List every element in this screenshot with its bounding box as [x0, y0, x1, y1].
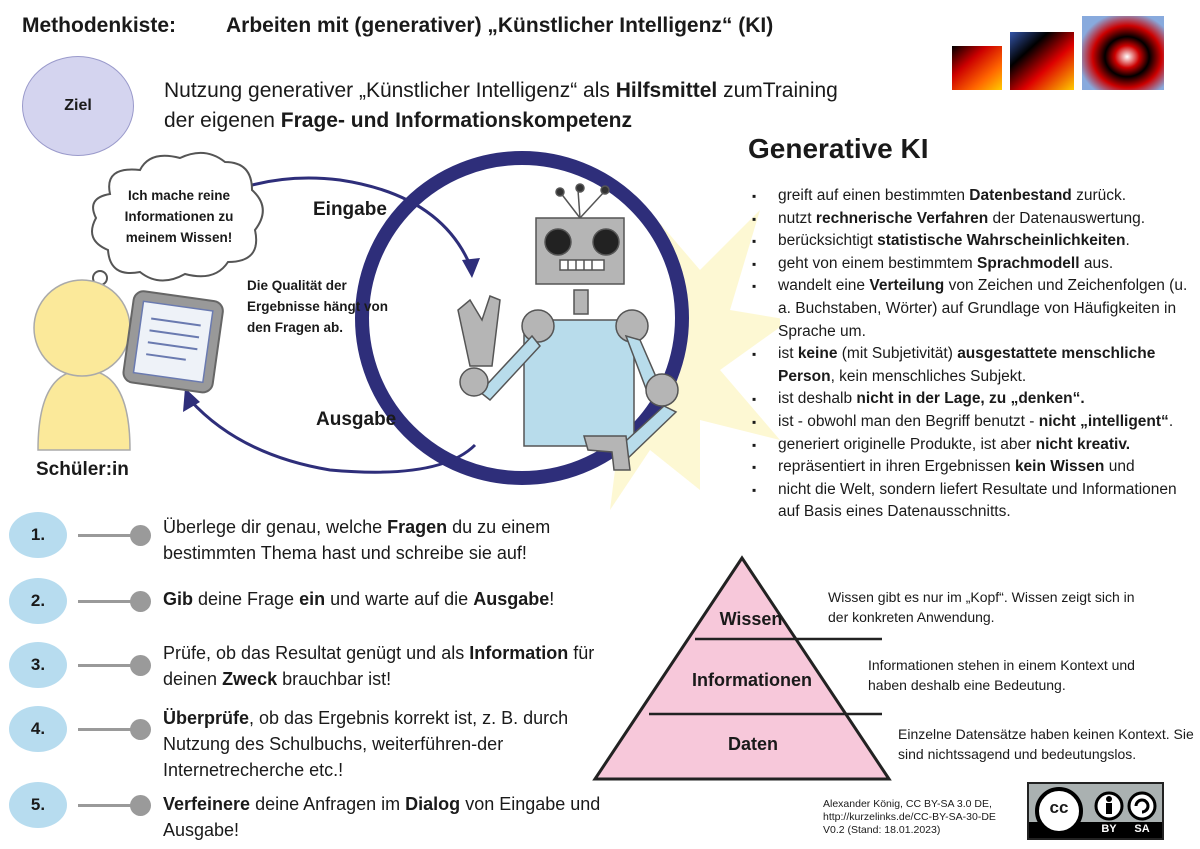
list-item: ▪ nicht die Welt, sondern liefert Resultate und Informationen auf Basis eines Datenausschnitts. — [752, 479, 1197, 524]
step-text-part: , ob das Ergebnis korrekt ist, z. B. durch Nutzung des Schulbuchs, weiterführen-der Internetrecherche etc.! — [163, 708, 569, 780]
step-connector — [78, 804, 136, 807]
goal-text: Nutzung generativer „Künstlicher Intelligenz“ als Hilfsmittel zumTraining der eigenen Frage- und Informationskompetenz — [164, 79, 838, 132]
list-item: ▪ ist keine (mit Subjetivität) ausgestattete menschliche Person, kein menschliches Subjekt. — [752, 343, 1197, 388]
step-text — [163, 640, 613, 692]
step-text-part: Gib — [163, 589, 193, 609]
pyramid-desc-informationen: Informationen stehen in einem Kontext und haben deshalb eine Bedeutung. — [868, 657, 1135, 693]
step-text-part: Überlege dir genau, welche — [163, 517, 388, 537]
step-number: 4. — [9, 706, 67, 752]
step-text-part: Verfeinere — [163, 794, 251, 814]
thought-text: Ich mache reine Informationen zu meinem Wissen! — [124, 188, 234, 245]
list-item: ▪ ist deshalb nicht in der Lage, zu „denken“. — [752, 388, 1197, 411]
student-label: Schüler:in — [36, 459, 129, 480]
step-connector — [78, 664, 136, 667]
pyramid-level-daten: Daten — [727, 734, 778, 754]
step-text — [163, 514, 613, 566]
step-dot — [130, 655, 151, 676]
footer-credit: Alexander König, CC BY-SA 3.0 DE, http://kurzelinks.de/CC-BY-SA-30-DE V0.2 (Stand: 18.01.2023) — [823, 798, 996, 836]
step-dot — [130, 591, 151, 612]
step-text-part: ! — [549, 589, 555, 609]
step-text-part: brauchbar ist! — [277, 669, 392, 689]
step-text-part: und warte auf die — [325, 589, 474, 609]
by-label: BY — [1101, 823, 1117, 835]
step-text-part: ein — [299, 589, 326, 609]
step-connector — [78, 728, 136, 731]
step-text-part: Dialog — [405, 794, 461, 814]
goal-badge: Ziel — [22, 56, 134, 156]
cc-license-badge — [1027, 782, 1164, 840]
tablet-icon — [122, 290, 224, 394]
sa-label: SA — [1134, 823, 1150, 835]
list-item: ▪ nutzt rechnerische Verfahren der Datenauswertung. — [752, 208, 1197, 231]
step-text-part: Ausgabe — [473, 589, 550, 609]
step-text-part: Fragen — [387, 517, 448, 537]
logo-graphic — [952, 14, 1166, 92]
student-figure — [34, 280, 130, 450]
step-text-part: für deinen — [163, 643, 595, 689]
step-dot — [130, 719, 151, 740]
step-text-part: du zu einem bestimmten Thema hast und schreibe sie auf! — [163, 517, 551, 563]
list-item: ▪ berücksichtigt statistische Wahrscheinlichkeiten. — [752, 230, 1197, 253]
step-text-part: Zweck — [222, 669, 278, 689]
input-label: Eingabe — [313, 199, 387, 220]
list-item: ▪ wandelt eine Verteilung von Zeichen und Zeichenfolgen (u. a. Buchstaben, Wörter) auf Grundlage von Häufigkeiten in Sprache um. — [752, 275, 1197, 343]
list-item: ▪ ist - obwohl man den Begriff benutzt - nicht „intelligent“. — [752, 411, 1197, 434]
step-text — [163, 586, 613, 612]
cc-label: cc — [1049, 798, 1069, 817]
pyramid-level-wissen: Wissen — [719, 609, 783, 629]
output-label: Ausgabe — [316, 409, 397, 430]
step-text-part: Überprüfe — [163, 708, 250, 728]
list-item: ▪ greift auf einen bestimmten Datenbestand zurück. — [752, 185, 1197, 208]
step-dot — [130, 795, 151, 816]
list-item: ▪ generiert originelle Produkte, ist aber nicht kreativ. — [752, 434, 1197, 457]
list-item: ▪ repräsentiert in ihren Ergebnissen kein Wissen und — [752, 456, 1197, 479]
pyramid-level-informationen: Informationen — [692, 670, 812, 690]
pyramid-desc-daten: Einzelne Datensätze haben keinen Kontext. Sie sind nichtssagend und bedeutungslos. — [898, 726, 1194, 762]
step-number: 5. — [9, 782, 67, 828]
quality-note: Die Qualität der Ergebnisse hängt von den Fragen ab. — [247, 278, 389, 335]
step-text-part: Information — [469, 643, 569, 663]
pyramid-desc-wissen: Wissen gibt es nur im „Kopf“. Wissen zeigt sich in der konkreten Anwendung. — [828, 589, 1135, 625]
list-item: ▪ geht von einem bestimmtem Sprachmodell aus. — [752, 253, 1197, 276]
step-dot — [130, 525, 151, 546]
generative-ki-list — [752, 185, 1197, 524]
header-label: Methodenkiste: — [22, 14, 177, 37]
step-connector — [78, 534, 136, 537]
step-number: 2. — [9, 578, 67, 624]
step-text — [163, 791, 613, 843]
step-number: 3. — [9, 642, 67, 688]
step-text-part: von Eingabe und Ausgabe! — [163, 794, 601, 840]
generative-ki-title: Generative KI — [748, 133, 929, 164]
step-text-part: deine Frage — [193, 589, 300, 609]
step-text — [163, 705, 613, 783]
step-connector — [78, 600, 136, 603]
step-number: 1. — [9, 512, 67, 558]
page-title: Arbeiten mit (generativer) „Künstlicher Intelligenz“ (KI) — [226, 14, 774, 37]
step-text-part: Prüfe, ob das Resultat genügt und als — [163, 643, 470, 663]
step-text-part: deine Anfragen im — [250, 794, 406, 814]
